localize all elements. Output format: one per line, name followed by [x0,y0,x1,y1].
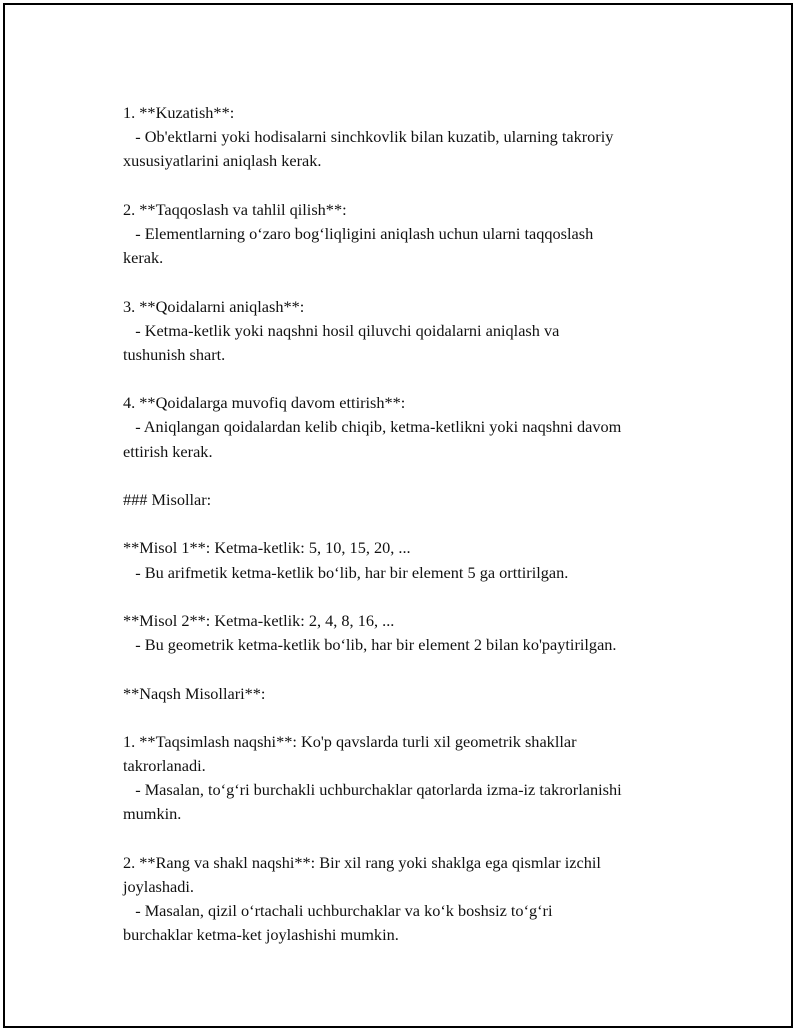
text-line: 3. **Qoidalarni aniqlash**: [123,296,305,316]
text-line: - Bu arifmetik ketma-ketlik bo‘lib, har bir element 5 ga orttirilgan. [123,562,569,582]
blank-line [123,657,703,681]
text-line: **Misol 2**: Ketma-ketlik: 2, 4, 8, 16, ... [123,610,395,630]
text-line: 4. **Qoidalarga muvofiq davom ettirish**: [123,393,406,413]
text-line: takrorlanadi. [123,756,206,776]
document-body [123,101,703,948]
blank-line [123,174,703,198]
blank-line [123,270,703,294]
blank-line [123,827,703,851]
text-line: - Ketma-ketlik yoki naqshni hosil qiluvchi qoidalarni aniqlash va [123,320,560,340]
blank-line [123,367,703,391]
blank-line [123,464,703,488]
text-line: joylashadi. [123,877,194,896]
text-line: tushunish shart. [123,344,226,364]
text-line: kerak. [123,248,164,268]
text-line: xususiyatlarini aniqlash kerak. [123,151,322,171]
text-line: - Masalan, to‘g‘ri burchakli uchburchaklar qatorlarda izma-iz takrorlanishi [123,780,622,800]
text-line: 1. **Taqsimlash naqshi**: Ko'p qavslarda turli xil geometrik shakllar [123,731,577,751]
page-frame [3,3,793,1028]
text-line: 2. **Rang va shakl naqshi**: Bir xil rang yoki shaklga ega qismlar izchil [123,852,601,872]
text-line: **Misol 1**: Ketma-ketlik: 5, 10, 15, 20, ... [123,538,411,558]
text-line: - Masalan, qizil o‘rtachali uchburchaklar va ko‘k boshsiz to‘g‘ri [123,901,553,921]
text-line: burchaklar ketma-ket joylashishi mumkin. [123,925,399,945]
text-line: - Bu geometrik ketma-ketlik bo‘lib, har bir element 2 bilan ko'paytirilgan. [123,635,617,655]
text-line: - Elementlarning o‘zaro bog‘liqligini aniqlash uchun ularni taqqoslash [123,223,594,243]
text-line: - Ob'ektlarni yoki hodisalarni sinchkovlik bilan kuzatib, ularning takroriy [123,127,614,147]
text-line: - Aniqlangan qoidalardan kelib chiqib, ketma-ketlikni yoki naqshni davom [123,417,622,437]
blank-line [123,706,703,730]
text-line: mumkin. [123,804,182,824]
blank-line [123,512,703,536]
text-line: ettirish kerak. [123,441,213,461]
text-line: 1. **Kuzatish**: [123,103,235,122]
text-line: **Naqsh Misollari**: [123,683,266,703]
text-line: 2. **Taqqoslash va tahlil qilish**: [123,199,347,219]
text-line: ### Misollar: [123,490,212,509]
blank-line [123,585,703,609]
